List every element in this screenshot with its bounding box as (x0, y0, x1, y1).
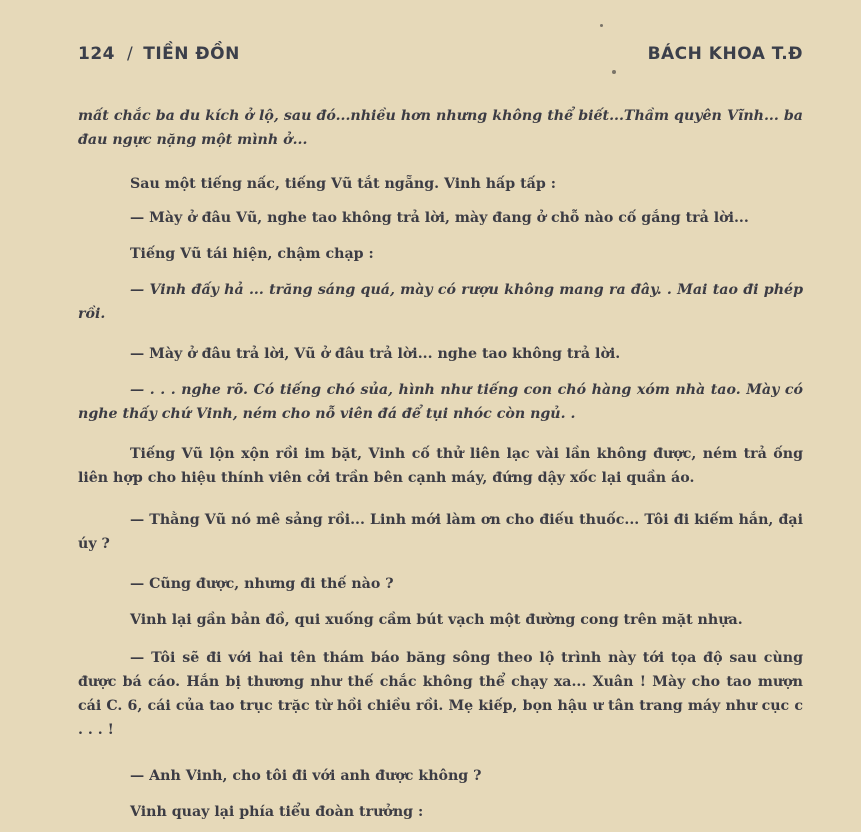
paragraph-1: mất chắc ba du kích ở lộ, sau đó...nhiều hơn nhưng không thể biết...Thầm quyên Vĩnh... ba đau ngực nặng một mình ở... (78, 108, 803, 148)
paragraph-12: — Tôi sẽ đi với hai tên thám báo băng sông theo lộ trình này tới tọa độ sau cùng được bá cáo. Hắn bị thương như thế chắc không thể chạy xa... Xuân ! Mày cho tao mượn cái C. 6, cái của tao trục trặc từ hồi chiều rồi. Mẹ kiếp, bọn hậu ư tân trang máy như cục c . . . ! (78, 650, 803, 738)
paragraph-3: — Mày ở đâu Vũ, nghe tao không trả lời, mày đang ở chỗ nào cố gắng trả lời... (130, 210, 749, 226)
paragraph-5: — Vinh đấy hả ... trăng sáng quá, mày có rượu không mang ra đây. . Mai tao đi phép rồi. (78, 282, 803, 322)
paragraph-11: Vinh lại gần bản đồ, qui xuống cầm bút vạch một đường cong trên mặt nhựa. (130, 612, 743, 628)
paper-speck (600, 24, 603, 27)
paragraph-14: Vinh quay lại phía tiểu đoàn trưởng : (130, 804, 424, 820)
paper-speck (612, 70, 616, 74)
paragraph-9: — Thằng Vũ nó mê sảng rồi... Linh mới làm ơn cho điếu thuốc... Tôi đi kiếm hắn, đại úy ? (78, 512, 803, 552)
paragraph-13: — Anh Vinh, cho tôi đi với anh được không ? (130, 768, 482, 784)
header-separator: / (127, 44, 134, 64)
paragraph-4: Tiếng Vũ tái hiện, chậm chạp : (130, 246, 374, 262)
paragraph-7: — . . . nghe rõ. Có tiếng chó sủa, hình như tiếng con chó hàng xóm nhà tao. Mày có nghe thấy chứ Vinh, ném cho nỗ viên đá để tụi nhóc còn ngủ. . (78, 382, 803, 422)
page-header (78, 44, 803, 74)
paragraph-10: — Cũng được, nhưng đi thế nào ? (130, 576, 394, 592)
header-left (78, 44, 240, 64)
section-title: TIỀN ĐỒN (143, 44, 240, 64)
paragraph-2: Sau một tiếng nấc, tiếng Vũ tắt ngẵng. Vinh hấp tấp : (130, 176, 556, 192)
page-number: 124 (78, 44, 115, 64)
paragraph-8: Tiếng Vũ lộn xộn rồi im bặt, Vinh cố thử liên lạc vài lần không được, ném trả ống liên hợp cho hiệu thính viên cởi trần bên cạnh máy, đứng dậy xốc lại quần áo. (78, 446, 803, 486)
paragraph-6: — Mày ở đâu trả lời, Vũ ở đâu trả lời... nghe tao không trả lời. (130, 346, 621, 362)
publication-title: BÁCH KHOA T.Đ (647, 44, 803, 64)
